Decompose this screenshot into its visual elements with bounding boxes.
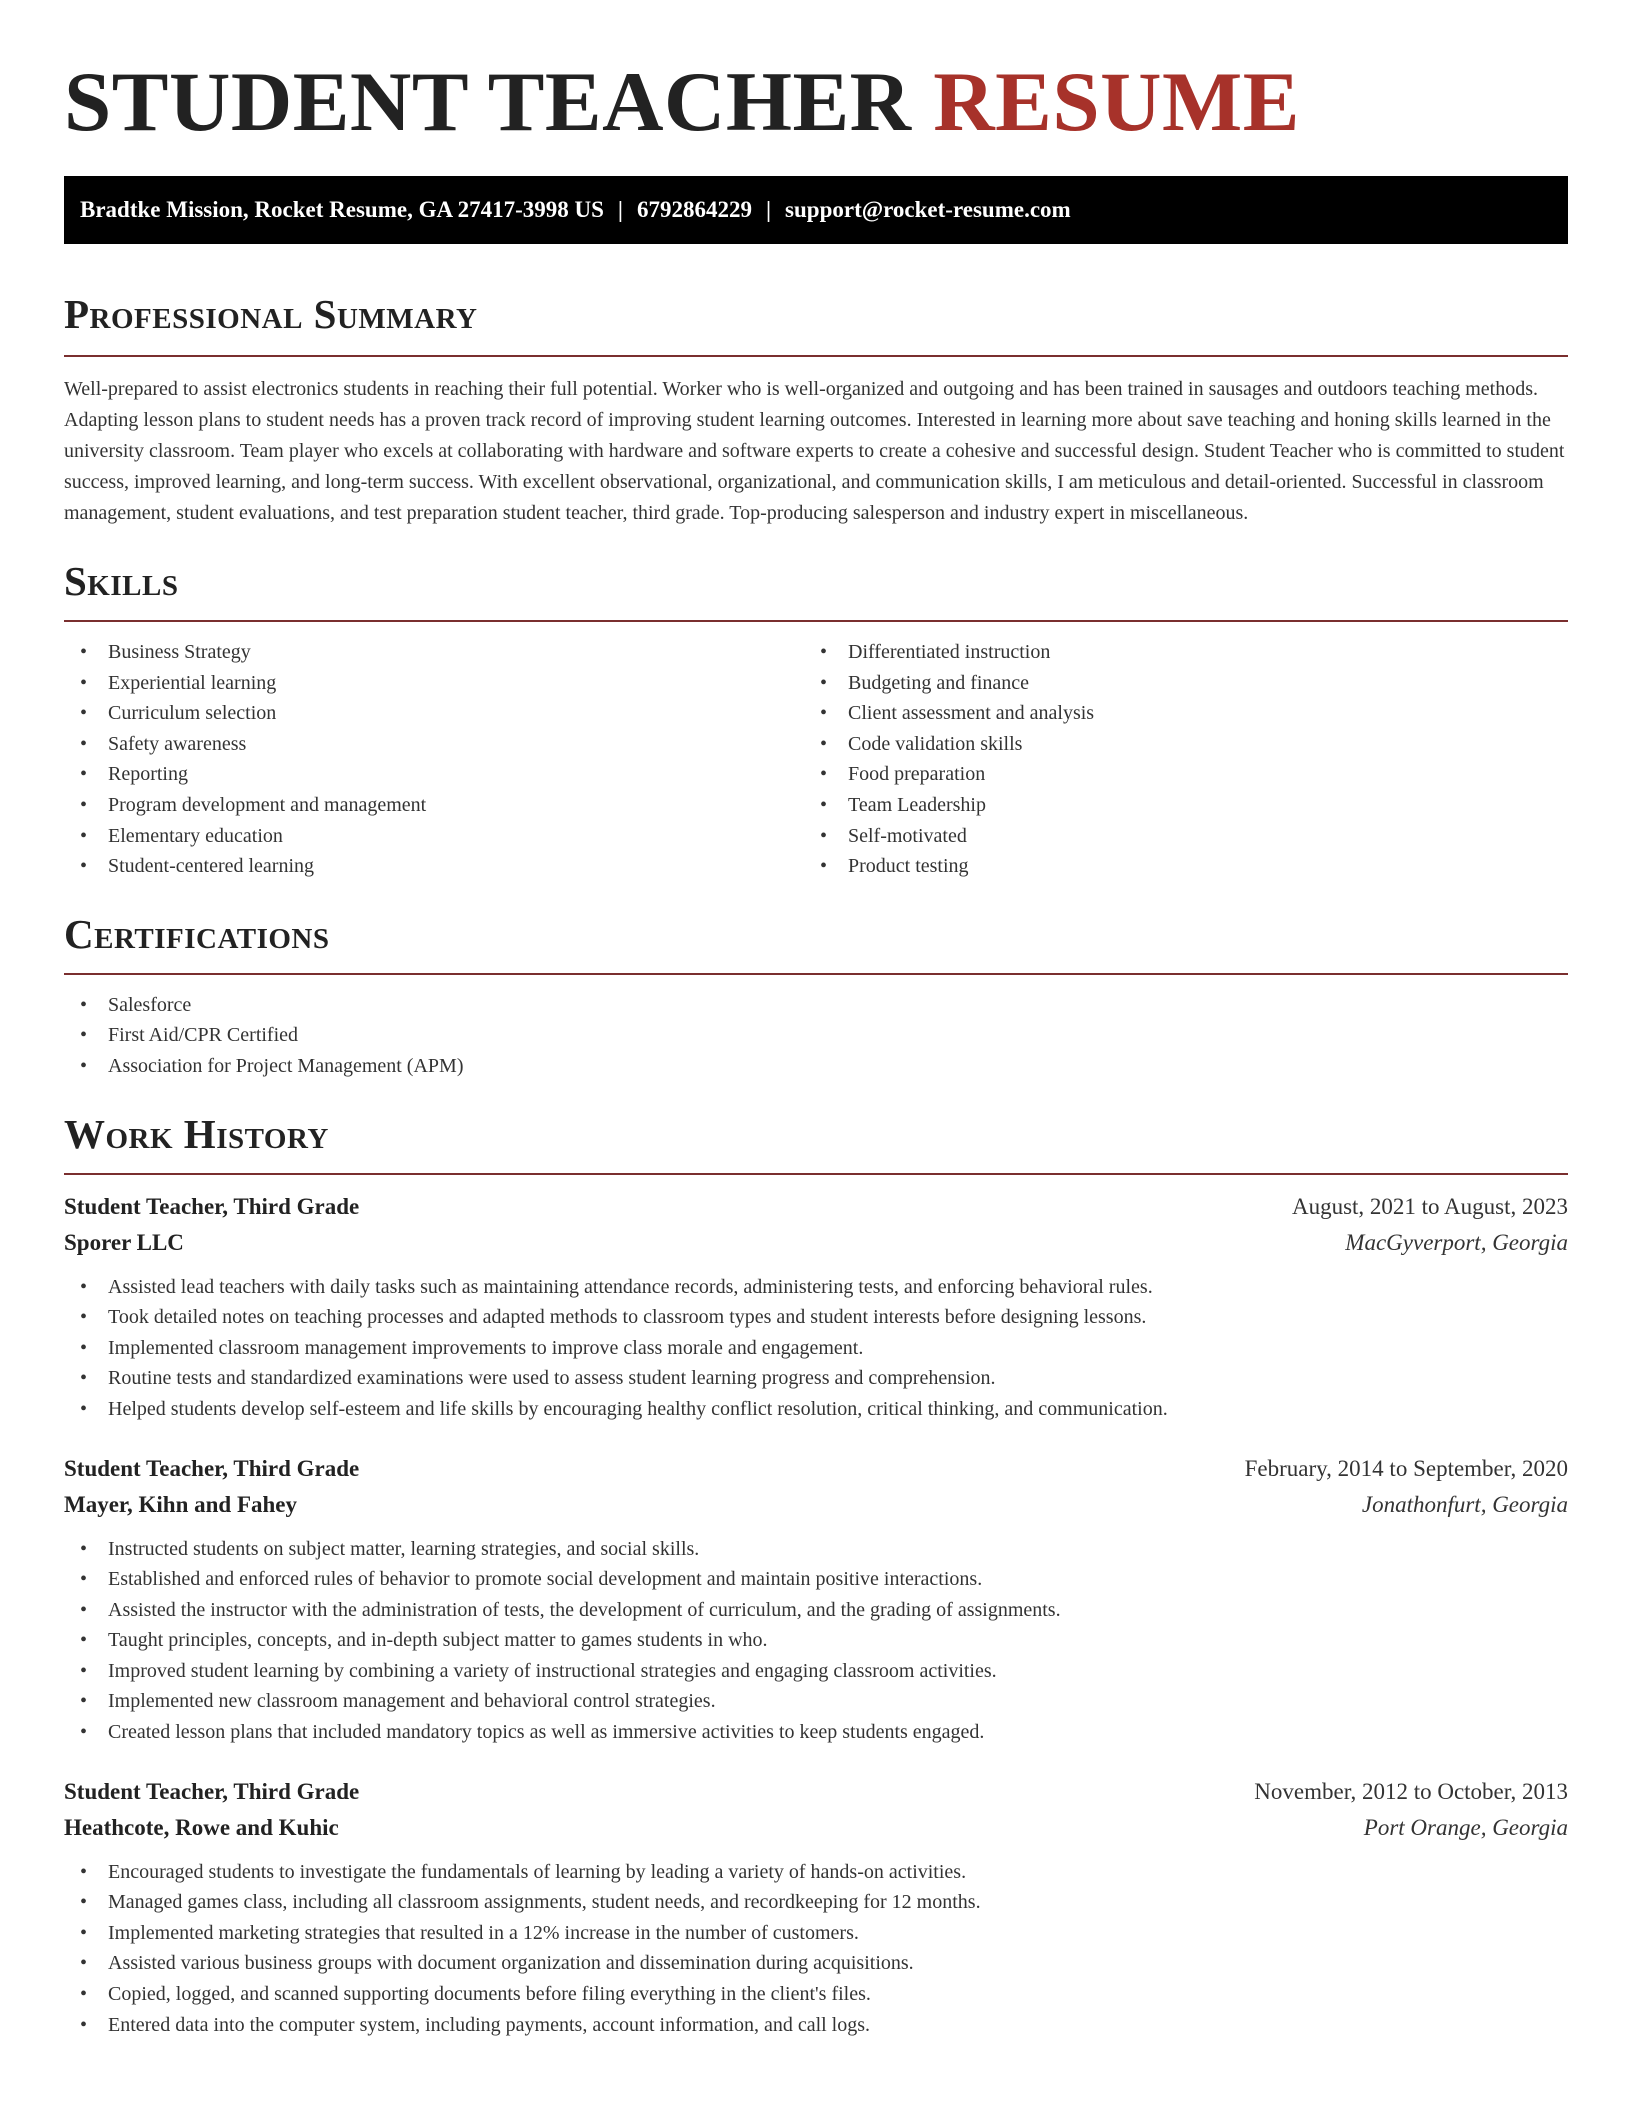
job-duty: • Established and enforced rules of behavior to promote social development and maintain positive interactions. (64, 1564, 1568, 1595)
job-company-row (64, 1225, 1568, 1261)
job-duty: • Took detailed notes on teaching processes and adapted methods to classroom types and student interests before designing lessons. (64, 1302, 1568, 1333)
job-dates: November, 2012 to October, 2013 (1254, 1778, 1568, 1804)
job-duty: • Improved student learning by combining a variety of instructional strategies and engaging classroom activities. (64, 1656, 1568, 1687)
section-divider (64, 355, 1568, 357)
contact-separator: | (765, 197, 772, 222)
work-history-section (64, 1111, 1568, 2041)
skill-item: • Safety awareness (64, 729, 804, 760)
certification-item: • Salesforce (64, 990, 1568, 1021)
job-dates: August, 2021 to August, 2023 (1291, 1193, 1568, 1219)
job-duty: • Managed games class, including all classroom assignments, student needs, and recordkeeping for 12 months. (64, 1887, 1568, 1918)
job-location: Port Orange, Georgia (1363, 1814, 1568, 1840)
job-duty: • Created lesson plans that included mandatory topics as well as immersive activities to keep students engaged. (64, 1717, 1568, 1748)
skill-item: • Program development and management (64, 790, 804, 821)
job-entry (64, 1189, 1568, 1425)
job-duty: • Implemented marketing strategies that resulted in a 12% increase in the number of customers. (64, 1918, 1568, 1949)
job-company-row (64, 1487, 1568, 1523)
certifications-section (64, 911, 1568, 1082)
job-duty: • Implemented classroom management improvements to improve class morale and engagement. (64, 1333, 1568, 1364)
skill-item: • Reporting (64, 759, 804, 790)
skill-item: • Product testing (804, 851, 1544, 882)
title-main: STUDENT TEACHER (64, 55, 912, 149)
work-history-heading: Work History (64, 1110, 329, 1157)
job-location: MacGyverport, Georgia (1345, 1229, 1568, 1255)
job-title: Student Teacher, Third Grade (64, 1778, 360, 1804)
skill-item: • Student-centered learning (64, 851, 804, 882)
certification-item: • First Aid/CPR Certified (64, 1020, 1568, 1051)
section-divider (64, 1173, 1568, 1175)
job-header-row (64, 1451, 1568, 1487)
contact-address: Bradtke Mission, Rocket Resume, GA 27417-3998 US (80, 197, 604, 222)
skill-item: • Self-motivated (804, 821, 1544, 852)
skill-item: • Business Strategy (64, 637, 804, 668)
job-duties-list (64, 1534, 1568, 1748)
job-duty: • Implemented new classroom management and behavioral control strategies. (64, 1686, 1568, 1717)
job-duty: • Helped students develop self-esteem and life skills by encouraging healthy conflict resolution, critical thinking, and communication. (64, 1394, 1568, 1425)
contact-phone: 6792864229 (636, 197, 752, 222)
contact-bar (64, 176, 1568, 244)
certification-item: • Association for Project Management (APM) (64, 1051, 1568, 1082)
skill-item: • Elementary education (64, 821, 804, 852)
job-title: Student Teacher, Third Grade (64, 1193, 360, 1219)
skill-item: • Budgeting and finance (804, 668, 1544, 699)
job-duty: • Assisted lead teachers with daily tasks such as maintaining attendance records, administering tests, and enforcing behavioral rules. (64, 1272, 1568, 1303)
job-entry (64, 1774, 1568, 2041)
contact-email: support@rocket-resume.com (785, 197, 1071, 222)
summary-section (64, 291, 1568, 529)
skill-item: • Code validation skills (804, 729, 1544, 760)
skill-item: • Experiential learning (64, 668, 804, 699)
job-duty: • Assisted the instructor with the administration of tests, the development of curriculum, and the grading of assignments. (64, 1595, 1568, 1626)
job-duty: • Assisted various business groups with document organization and dissemination during acquisitions. (64, 1948, 1568, 1979)
skill-item: • Differentiated instruction (804, 637, 1544, 668)
job-dates: February, 2014 to September, 2020 (1244, 1455, 1568, 1481)
skill-item: • Food preparation (804, 759, 1544, 790)
skills-heading: Skills (64, 558, 179, 604)
skill-item: • Team Leadership (804, 790, 1544, 821)
certifications-list (64, 990, 1568, 1082)
certifications-heading: Certifications (64, 910, 330, 957)
job-entry (64, 1451, 1568, 1748)
skill-item: • Client assessment and analysis (804, 698, 1544, 729)
title-accent: RESUME (933, 55, 1300, 149)
summary-text: Well-prepared to assist electronics students in reaching their full potential. Worker who is well-organized and outgoing and has been trained in sausages and outdoors teaching methods. Adapting lesson plans to student needs has a proven track record of improving student learning outcomes. Interested in learning more about save teaching and honing skills learned in the university classroom. Team player who excels at collaborating with hardware and software experts to create a cohesive and successful design. Student Teacher who is committed to student success, improved learning, and long-term success. With excellent observational, organizational, and communication skills, I am meticulous and detail-oriented. Successful in classroom management, student evaluations, and test preparation student teacher, third grade. Top-producing salesperson and industry expert in miscellaneous. (64, 378, 1565, 524)
skills-columns (64, 637, 1568, 882)
job-location: Jonathonfurt, Georgia (1361, 1491, 1568, 1517)
job-duties-list (64, 1857, 1568, 2041)
job-company: Sporer LLC (64, 1229, 184, 1255)
job-title: Student Teacher, Third Grade (64, 1455, 360, 1481)
job-duty: • Instructed students on subject matter, learning strategies, and social skills. (64, 1534, 1568, 1565)
skills-list-left (64, 637, 804, 882)
summary-heading: Professional Summary (64, 291, 478, 337)
job-duty: • Encouraged students to investigate the fundamentals of learning by leading a variety of hands-on activities. (64, 1857, 1568, 1888)
job-company: Mayer, Kihn and Fahey (64, 1491, 298, 1517)
resume-title (64, 0, 1568, 150)
job-duty: • Copied, logged, and scanned supporting documents before filing everything in the client's files. (64, 1979, 1568, 2010)
job-duty: • Entered data into the computer system, including payments, account information, and call logs. (64, 2010, 1568, 2041)
skills-section (64, 558, 1568, 882)
job-duty: • Taught principles, concepts, and in-depth subject matter to games students in who. (64, 1625, 1568, 1656)
job-company-row (64, 1810, 1568, 1846)
section-divider (64, 620, 1568, 622)
contact-separator: | (617, 197, 623, 222)
job-duties-list (64, 1272, 1568, 1425)
job-duty: • Routine tests and standardized examinations were used to assess student learning progress and comprehension. (64, 1363, 1568, 1394)
job-header-row (64, 1189, 1568, 1225)
section-divider (64, 973, 1568, 975)
skill-item: • Curriculum selection (64, 698, 804, 729)
job-company: Heathcote, Rowe and Kuhic (64, 1814, 339, 1840)
skills-list-right (804, 637, 1544, 882)
job-header-row (64, 1774, 1568, 1810)
